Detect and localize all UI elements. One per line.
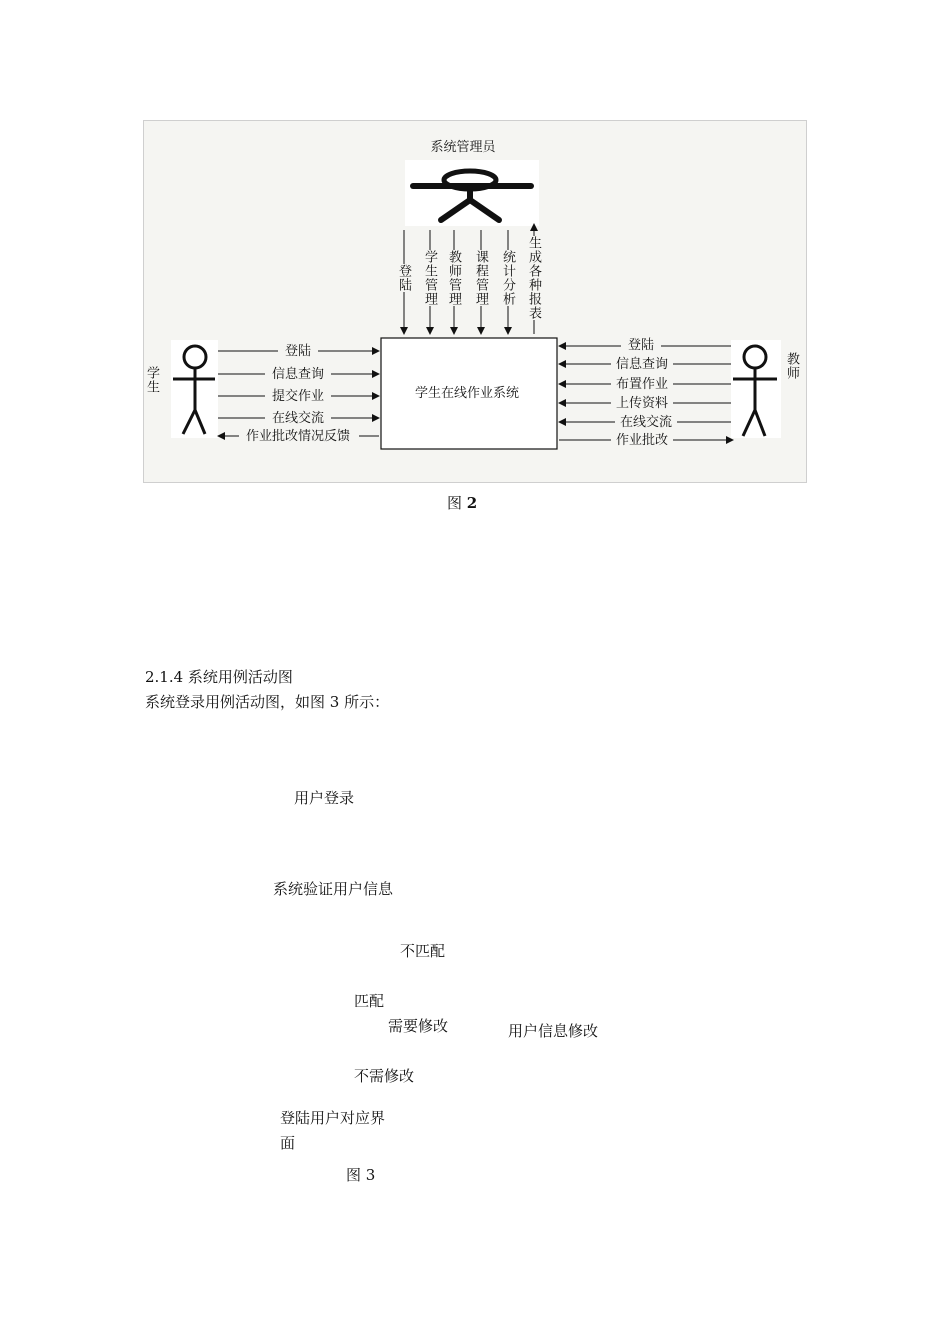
figure-2-caption-number: 2 [466, 494, 478, 512]
branch-need-modify: 需要修改 [388, 1017, 449, 1035]
teacher-link-label: 登陆 [627, 338, 655, 353]
branch-no-modify: 不需修改 [354, 1067, 415, 1085]
teacher-link-label: 作业批改 [615, 433, 669, 448]
section-intro: 系统登录用例活动图，如图 3 所示： [145, 693, 390, 711]
figure-2-caption-prefix: 图 [447, 494, 463, 512]
student-actor-label: 学生 [144, 366, 159, 394]
section-heading: 2.1.4 系统用例活动图 [145, 668, 293, 686]
teacher-actor-label: 教师 [784, 352, 799, 380]
activity-user-info-modify: 用户信息修改 [508, 1022, 599, 1040]
teacher-link-label: 信息查询 [615, 357, 669, 372]
branch-match: 匹配 [354, 992, 385, 1010]
student-link-labels [239, 342, 359, 444]
admin-link-label: 学生管理 [422, 250, 437, 306]
student-link-label: 信息查询 [271, 367, 325, 382]
student-link-label: 在线交流 [271, 411, 325, 426]
admin-link-label: 教师管理 [446, 250, 461, 306]
activity-verify-user: 系统验证用户信息 [273, 880, 394, 898]
activity-user-login: 用户登录 [294, 789, 355, 807]
branch-no-match: 不匹配 [400, 942, 446, 960]
teacher-link-label: 上传资料 [615, 396, 669, 411]
admin-link-label: 登陆 [396, 264, 411, 292]
admin-link-label: 统计分析 [500, 250, 515, 306]
admin-link-label: 生成各种报表 [526, 236, 541, 320]
student-link-label: 提交作业 [271, 389, 325, 404]
admin-link-label: 课程管理 [473, 250, 488, 306]
teacher-link-label: 布置作业 [615, 377, 669, 392]
student-link-label: 作业批改情况反馈 [245, 429, 351, 444]
admin-actor-label: 系统管理员 [430, 140, 496, 155]
student-link-label: 登陆 [284, 344, 312, 359]
activity-login-page-line2: 面 [280, 1134, 296, 1152]
teacher-link-label: 在线交流 [619, 415, 673, 430]
figure-3-caption: 图 3 [346, 1166, 376, 1184]
teacher-link-labels [611, 337, 677, 448]
system-box-label: 学生在线作业系统 [414, 386, 520, 401]
activity-login-page-line1: 登陆用户对应界 [280, 1109, 386, 1127]
figure-2-caption [447, 492, 477, 513]
